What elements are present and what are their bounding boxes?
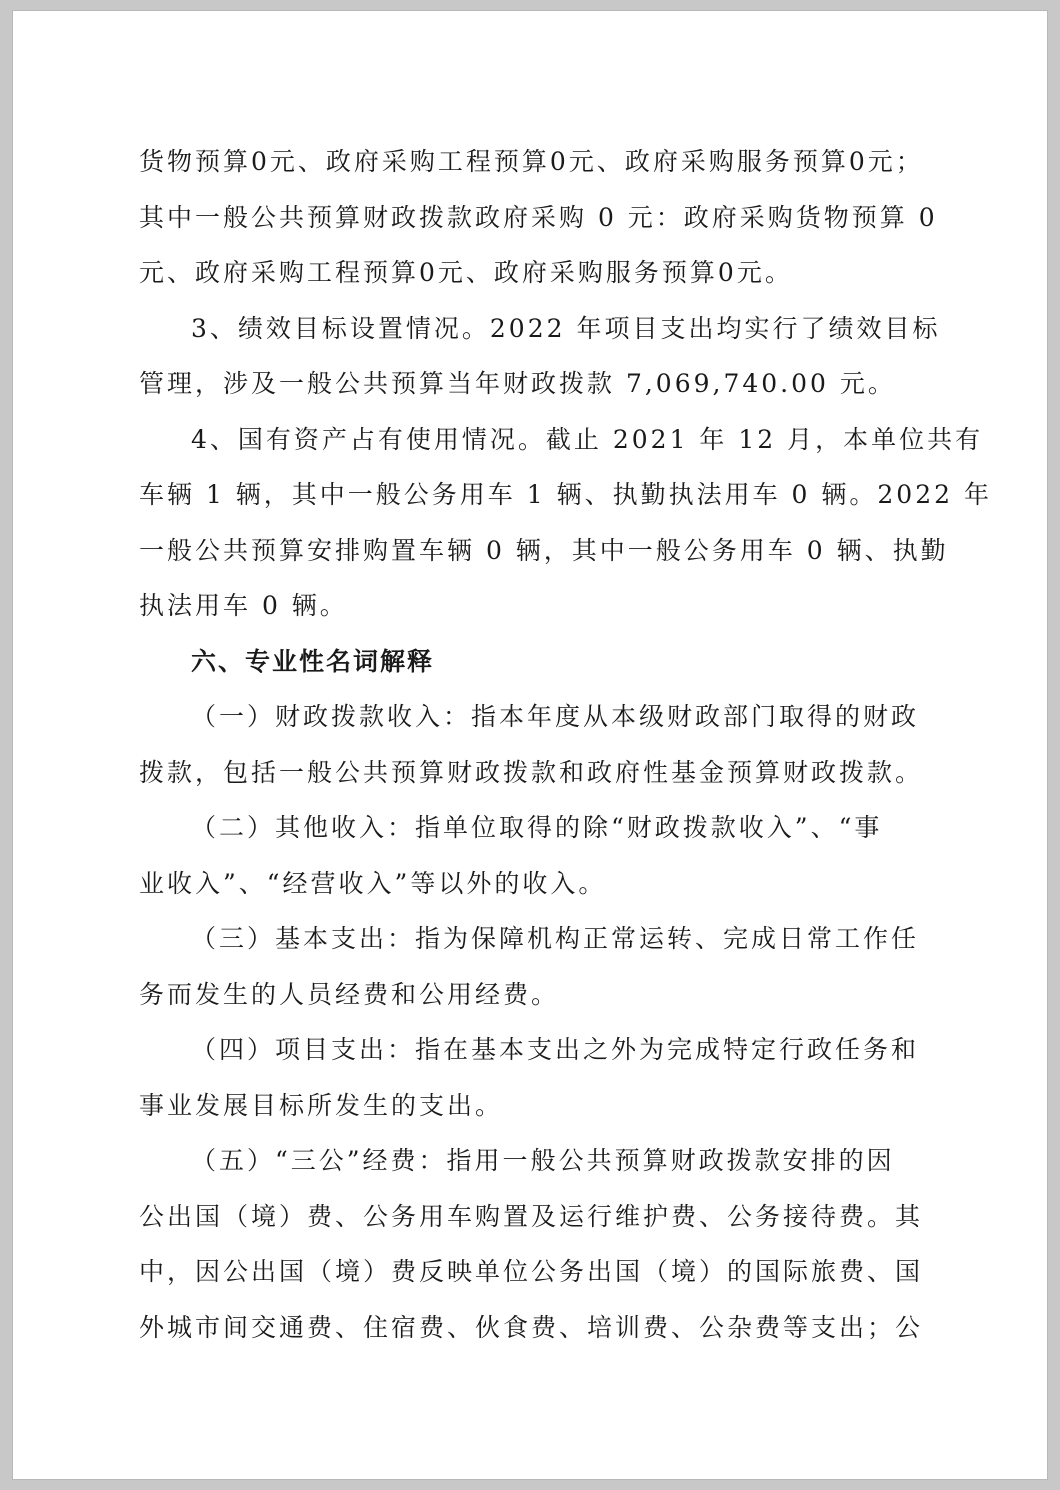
text-line: （一）财政拨款收入：指本年度从本级财政部门取得的财政 [191,702,920,731]
text-line: 其中一般公共预算财政拨款政府采购 0 元：政府采购货物预算 0 [139,203,938,232]
text-line: 管理，涉及一般公共预算当年财政拨款 7,069,740.00 元。 [139,369,896,398]
text-line: 拨款，包括一般公共预算财政拨款和政府性基金预算财政拨款。 [139,758,924,787]
document-page [12,10,1048,1480]
text-line: 车辆 1 辆，其中一般公务用车 1 辆、执勤执法用车 0 辆。2022 年 [139,480,992,509]
text-line: 公出国（境）费、公务用车购置及运行维护费、公务接待费。其 [139,1202,924,1231]
text-line: 务而发生的人员经费和公用经费。 [139,980,560,1009]
text-line: 4、国有资产占有使用情况。截止 2021 年 12 月，本单位共有 [191,425,984,454]
text-line: 外城市间交通费、住宿费、伙食费、培训费、公杂费等支出；公 [139,1313,924,1342]
text-line: （五）“三公”经费：指用一般公共预算财政拨款安排的因 [191,1146,895,1175]
text-line: 执法用车 0 辆。 [139,591,348,620]
text-line: （四）项目支出：指在基本支出之外为完成特定行政任务和 [191,1035,920,1064]
text-line: 事业发展目标所发生的支出。 [139,1091,504,1120]
text-line: （二）其他收入：指单位取得的除“财政拨款收入”、“事 [191,813,883,842]
text-line: 中，因公出国（境）费反映单位公务出国（境）的国际旅费、国 [139,1257,924,1286]
text-line: 元、政府采购工程预算0元、政府采购服务预算0元。 [139,258,793,287]
text-line: 一般公共预算安排购置车辆 0 辆，其中一般公务用车 0 辆、执勤 [139,536,949,565]
text-line: 3、绩效目标设置情况。2022 年项目支出均实行了绩效目标 [191,314,941,343]
text-line: 业收入”、“经营收入”等以外的收入。 [139,869,607,898]
section-heading: 六、专业性名词解释 [191,647,435,676]
text-line: （三）基本支出：指为保障机构正常运转、完成日常工作任 [191,924,920,953]
text-line: 货物预算0元、政府采购工程预算0元、政府采购服务预算0元； [139,147,924,176]
